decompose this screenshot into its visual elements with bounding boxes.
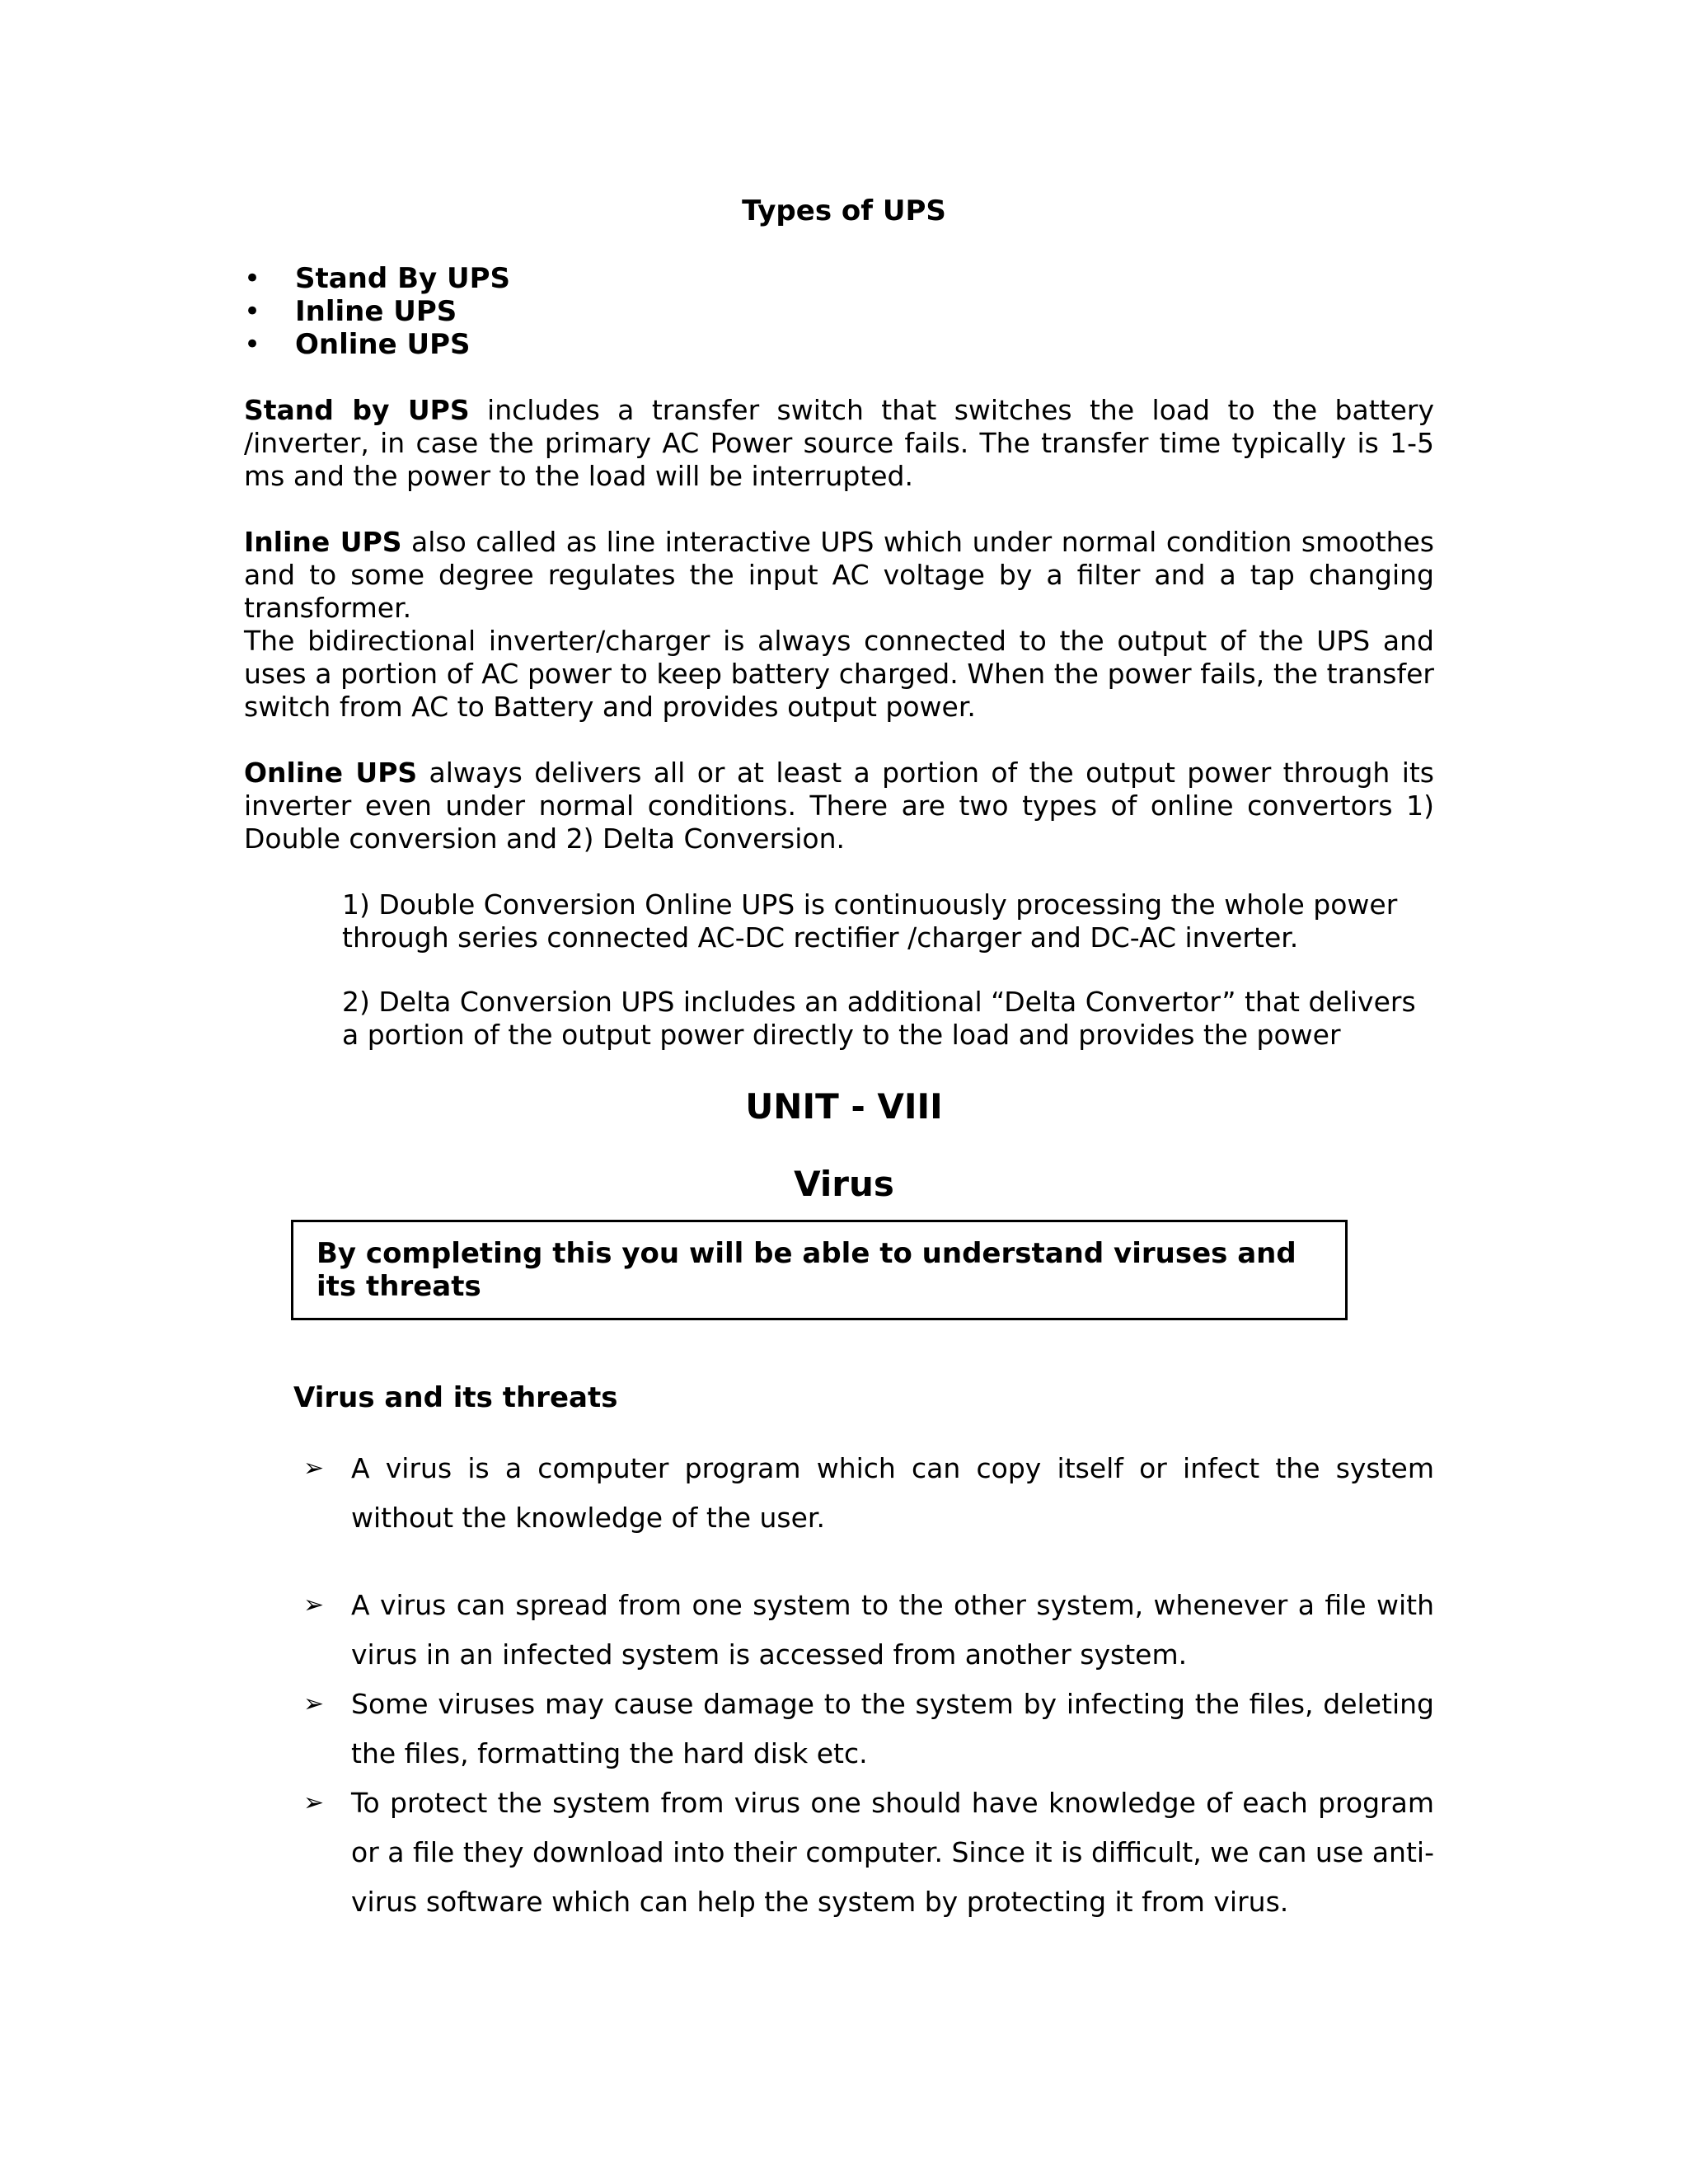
unit-heading: UNIT - VIII [745,1086,943,1127]
standby-ups-paragraph [244,394,1434,493]
arrow-bullet-icon: ➢ [303,1454,325,1483]
list-item [244,328,510,361]
standby-ups-text: includes a transfer switch that switches the load to the battery /inverter, in case the primary AC Power source fails. The transfer time typically is 1-5 ms and the power to the load will be interrupted. [244,394,1434,492]
ups-types-list [244,262,510,361]
online-ups-term: Online UPS [244,757,418,789]
bullet-icon: • [244,262,261,295]
list-item [303,1779,1434,1927]
inline-ups-term: Inline UPS [244,526,402,558]
ups-type-label: Inline UPS [295,295,457,328]
inline-ups-text: also called as line interactive UPS which under normal condition smoothes and to some degree regulates the input AC voltage by a filter and a tap changing transformer. [244,526,1434,624]
bullet-icon: • [244,328,261,361]
ups-type-label: Stand By UPS [295,262,510,295]
online-ups-text: always delivers all or at least a portion of the output power through its inverter even under normal conditions. There are two types of online convertors 1) Double conversion and 2) Delta Conversion. [244,757,1434,855]
bidirectional-paragraph: The bidirectional inverter/charger is always connected to the output of the UPS and uses a portion of AC power to keep battery charged. When the power fails, the transfer switch from AC to Battery and provides output power. [244,625,1434,723]
ups-type-label: Online UPS [295,328,471,361]
ups-types-title: Types of UPS [742,194,946,227]
threat-text: Some viruses may cause damage to the system by infecting the files, deleting the files, formatting the hard disk etc. [351,1688,1434,1769]
threat-text: A virus can spread from one system to the other system, whenever a file with virus in an infected system is accessed from another system. [351,1589,1434,1671]
arrow-bullet-icon: ➢ [303,1788,325,1817]
list-item [303,1581,1434,1680]
objective-box [291,1220,1348,1320]
threat-text: A virus is a computer program which can copy itself or infect the system without the knowledge of the user. [351,1452,1434,1534]
list-item [303,1444,1434,1543]
list-item [244,295,510,328]
list-item [303,1680,1434,1779]
online-ups-paragraph [244,757,1434,855]
bullet-icon: • [244,295,261,328]
section-heading: Virus and its threats [293,1381,618,1414]
arrow-bullet-icon: ➢ [303,1690,325,1718]
list-item [244,262,510,295]
delta-conversion-paragraph: 2) Delta Conversion UPS includes an additional “Delta Convertor” that delivers a portion of the output power directly to the load and provides the power [342,986,1416,1051]
arrow-bullet-icon: ➢ [303,1591,325,1619]
double-conversion-paragraph: 1) Double Conversion Online UPS is continuously processing the whole power through series connected AC-DC rectifier /charger and DC-AC inverter. [342,888,1398,954]
inline-ups-paragraph [244,526,1434,625]
standby-ups-term: Stand by UPS [244,394,470,426]
unit-subheading: Virus [794,1164,894,1204]
threat-text: To protect the system from virus one should have knowledge of each program or a file they download into their computer. Since it is difficult, we can use anti-virus software which can help the system by protecting it from virus. [351,1787,1434,1918]
objective-text: By completing this you will be able to understand viruses and its threats [316,1237,1296,1303]
